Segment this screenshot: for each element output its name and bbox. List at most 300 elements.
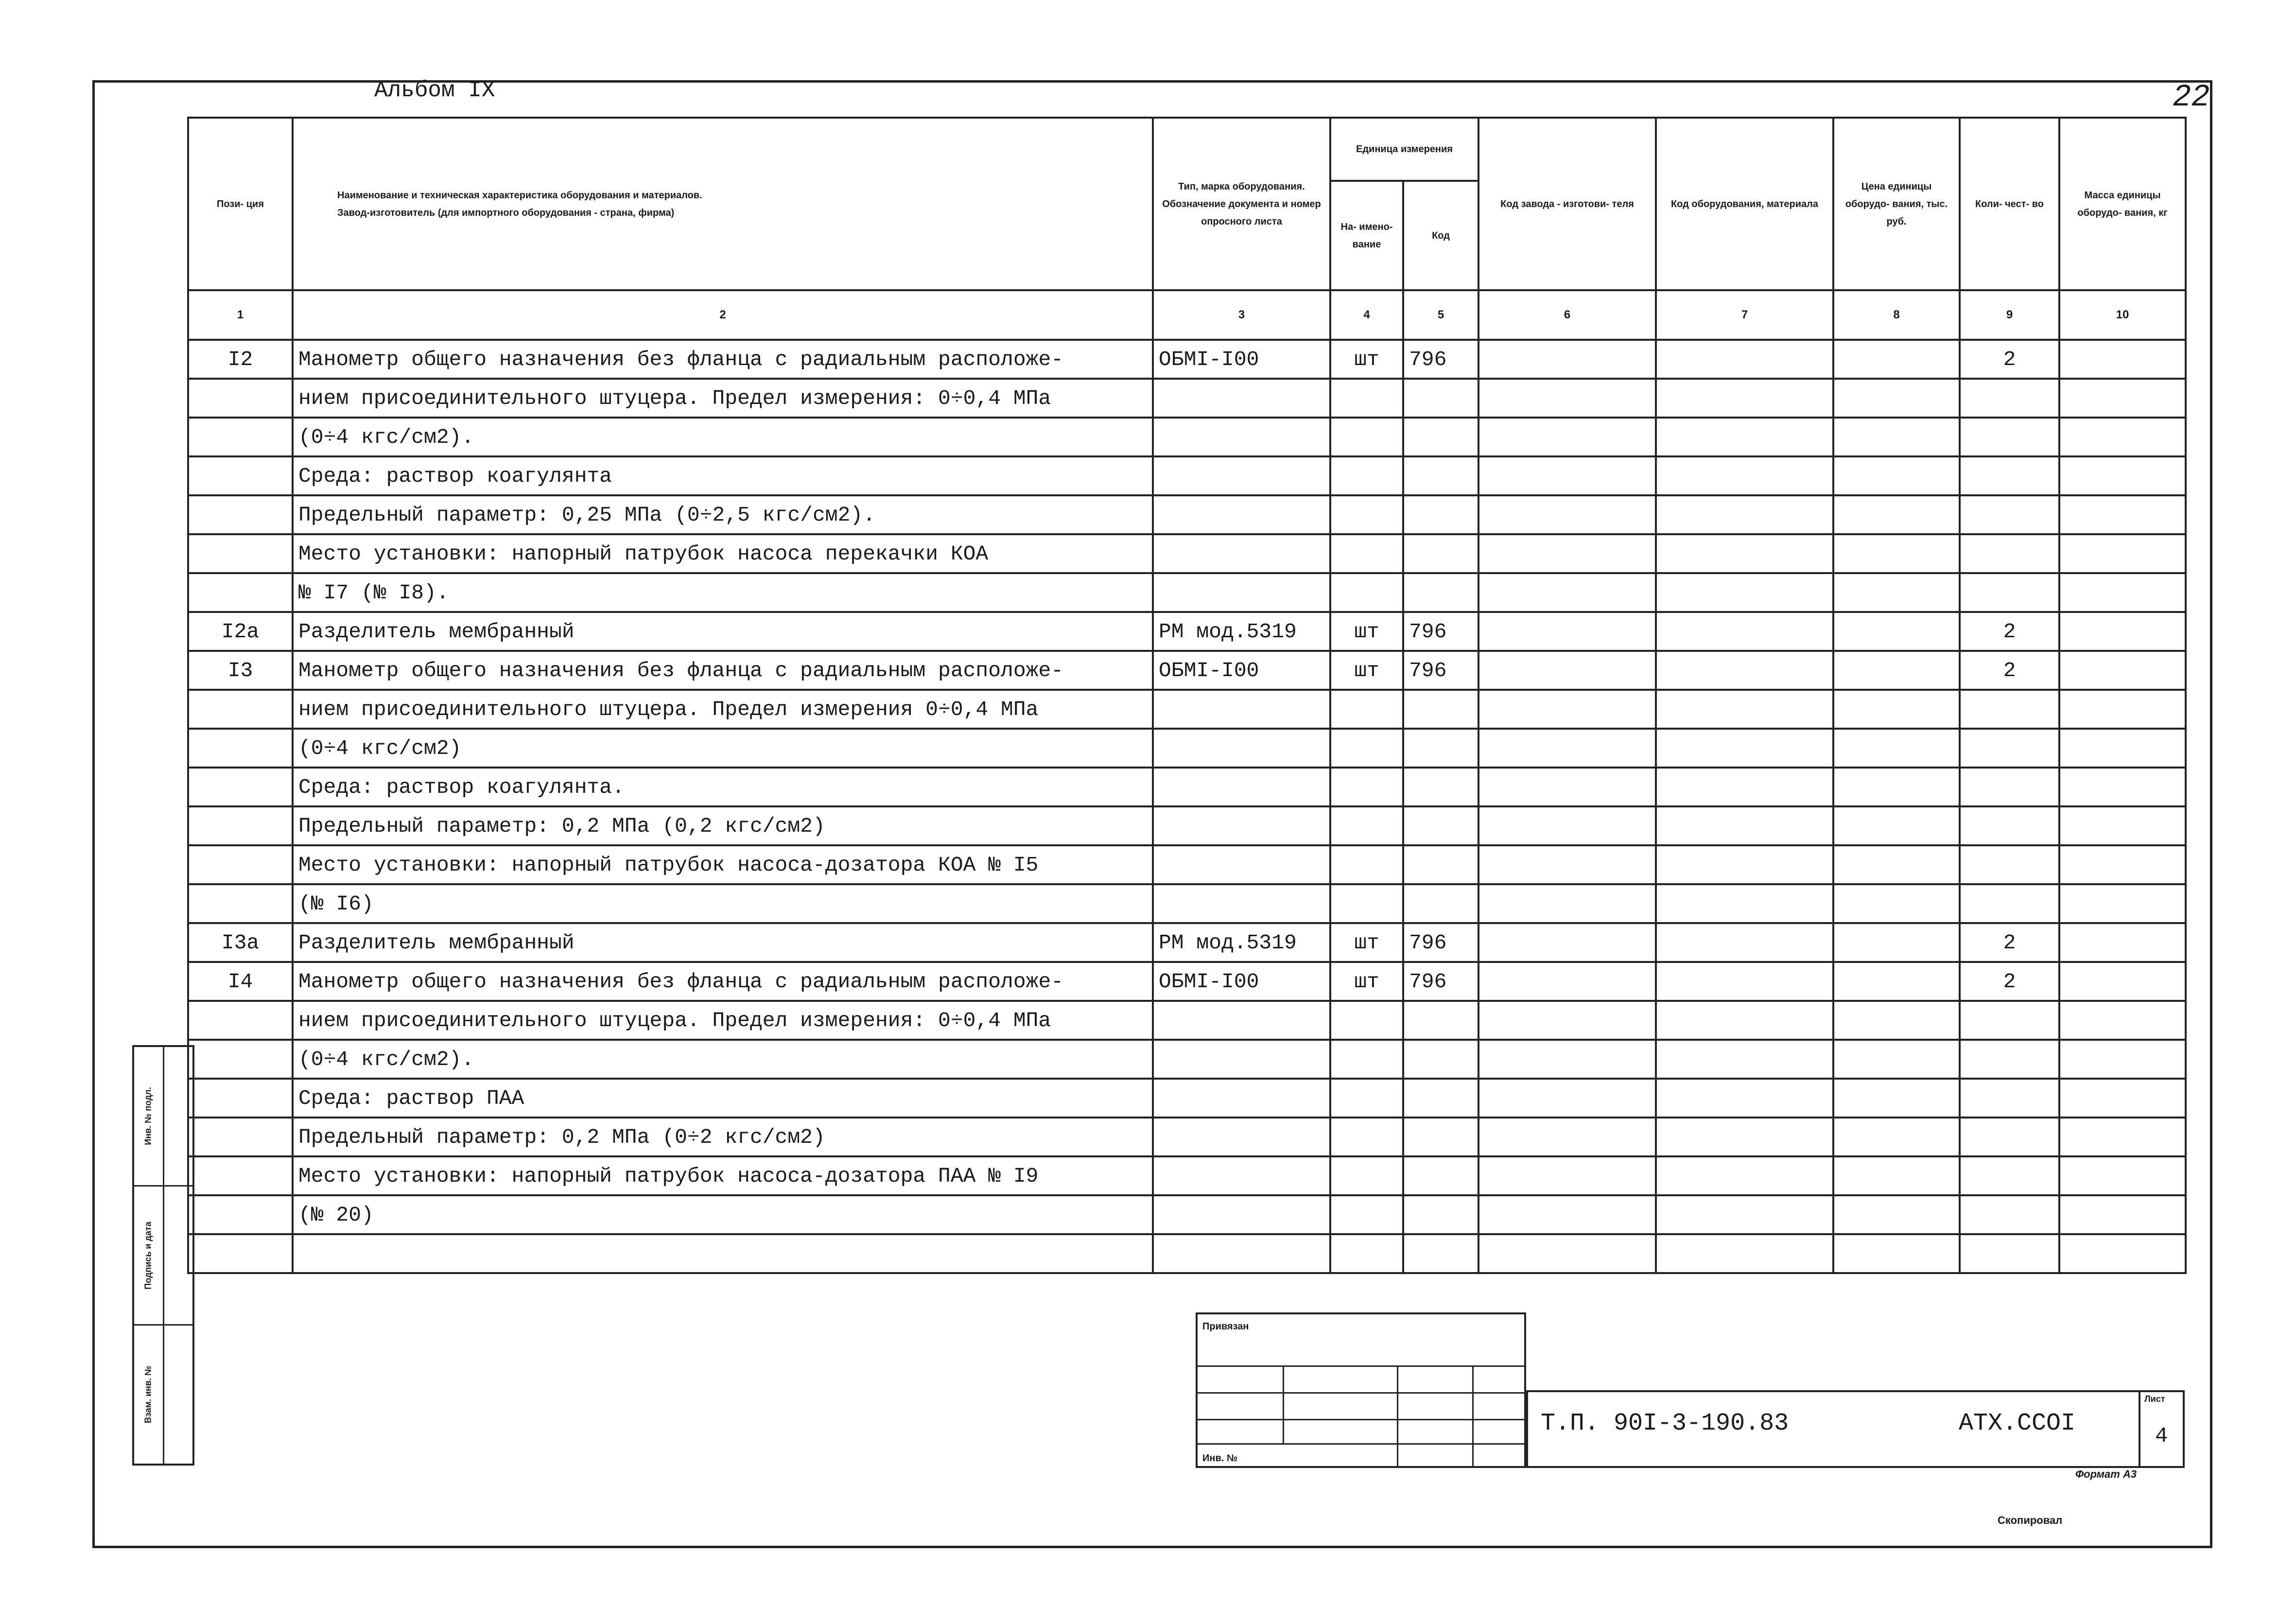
price-cell bbox=[1833, 1195, 1960, 1234]
header-unit-group: Единица измерения bbox=[1330, 118, 1478, 181]
position-cell: I3 bbox=[188, 651, 293, 690]
stamp-rule bbox=[1397, 1365, 1398, 1467]
quantity-cell bbox=[1960, 379, 2059, 418]
position-cell bbox=[188, 1118, 293, 1156]
side-label-sign-date: Подпись и дата bbox=[143, 1221, 153, 1290]
unit-code-cell: 796 bbox=[1403, 923, 1478, 962]
equipment-code-cell bbox=[1656, 806, 1833, 845]
stamp-bound-label: Привязан bbox=[1202, 1321, 1249, 1332]
position-cell bbox=[188, 379, 293, 418]
side-strip-column bbox=[164, 1047, 193, 1464]
table-row bbox=[188, 1118, 2186, 1156]
table-header bbox=[188, 118, 2186, 290]
description-cell: (0÷4 кгс/см2). bbox=[293, 1040, 1153, 1079]
equipment-code-cell bbox=[1656, 1040, 1833, 1079]
maker-code-cell bbox=[1478, 612, 1656, 651]
description-cell: Предельный параметр: 0,25 МПа (0÷2,5 кгс/см2). bbox=[293, 495, 1153, 534]
mass-cell bbox=[2059, 1234, 2186, 1273]
quantity-cell bbox=[1960, 456, 2059, 495]
price-cell bbox=[1833, 1079, 1960, 1118]
equipment-code-cell bbox=[1656, 340, 1833, 379]
quantity-cell bbox=[1960, 1156, 2059, 1195]
header-unit-name: На- имено- вание bbox=[1330, 181, 1403, 290]
unit-cell bbox=[1330, 1118, 1403, 1156]
maker-code-cell bbox=[1478, 651, 1656, 690]
price-cell bbox=[1833, 1118, 1960, 1156]
stamp-rule bbox=[1283, 1365, 1284, 1443]
quantity-cell bbox=[1960, 1118, 2059, 1156]
equipment-code-cell bbox=[1656, 495, 1833, 534]
table-row bbox=[188, 1001, 2186, 1040]
quantity-cell bbox=[1960, 573, 2059, 612]
description-cell: Разделитель мембранный bbox=[293, 923, 1153, 962]
position-cell bbox=[188, 1001, 293, 1040]
unit-code-cell bbox=[1403, 884, 1478, 923]
equipment-code-cell bbox=[1656, 1156, 1833, 1195]
mass-cell bbox=[2059, 1156, 2186, 1195]
table-row bbox=[188, 962, 2186, 1001]
stamp-rule bbox=[1198, 1419, 1524, 1420]
type-cell bbox=[1153, 845, 1330, 884]
type-cell bbox=[1153, 495, 1330, 534]
maker-code-cell bbox=[1478, 1195, 1656, 1234]
unit-code-cell bbox=[1403, 534, 1478, 573]
mass-cell bbox=[2059, 923, 2186, 962]
equipment-code-cell bbox=[1656, 573, 1833, 612]
quantity-cell: 2 bbox=[1960, 962, 2059, 1001]
position-cell bbox=[188, 418, 293, 456]
table-row bbox=[188, 884, 2186, 923]
unit-code-cell bbox=[1403, 456, 1478, 495]
type-cell: ОБМI-I00 bbox=[1153, 962, 1330, 1001]
maker-code-cell bbox=[1478, 1234, 1656, 1273]
type-cell bbox=[1153, 1234, 1330, 1273]
header-mass: Масса единицы оборудо- вания, кг bbox=[2059, 118, 2186, 290]
mass-cell bbox=[2059, 418, 2186, 456]
quantity-cell bbox=[1960, 495, 2059, 534]
price-cell bbox=[1833, 729, 1960, 768]
type-cell bbox=[1153, 729, 1330, 768]
equipment-code-cell bbox=[1656, 729, 1833, 768]
type-cell bbox=[1153, 456, 1330, 495]
column-number: 8 bbox=[1833, 290, 1960, 340]
equipment-code-cell bbox=[1656, 418, 1833, 456]
unit-cell: шт bbox=[1330, 962, 1403, 1001]
mass-cell bbox=[2059, 690, 2186, 729]
position-cell bbox=[188, 1195, 293, 1234]
unit-code-cell bbox=[1403, 1234, 1478, 1273]
description-cell: (0÷4 кгс/см2). bbox=[293, 418, 1153, 456]
description-cell: Место установки: напорный патрубок насоса-дозатора ПАА № I9 bbox=[293, 1156, 1153, 1195]
unit-cell bbox=[1330, 1195, 1403, 1234]
maker-code-cell bbox=[1478, 923, 1656, 962]
quantity-cell bbox=[1960, 418, 2059, 456]
description-cell: нием присоединительного штуцера. Предел измерения: 0÷0,4 МПа bbox=[293, 1001, 1153, 1040]
unit-code-cell bbox=[1403, 1040, 1478, 1079]
header-description-line1: Наименование и техническая характеристика оборудования и материалов. bbox=[337, 190, 702, 201]
description-cell: (0÷4 кгс/см2) bbox=[293, 729, 1153, 768]
header-position: Пози- ция bbox=[188, 118, 293, 290]
mass-cell bbox=[2059, 1195, 2186, 1234]
position-cell bbox=[188, 573, 293, 612]
position-cell: I4 bbox=[188, 962, 293, 1001]
maker-code-cell bbox=[1478, 379, 1656, 418]
mass-cell bbox=[2059, 534, 2186, 573]
quantity-cell bbox=[1960, 729, 2059, 768]
maker-code-cell bbox=[1478, 806, 1656, 845]
description-cell: Предельный параметр: 0,2 МПа (0÷2 кгс/см2) bbox=[293, 1118, 1153, 1156]
price-cell bbox=[1833, 418, 1960, 456]
unit-code-cell: 796 bbox=[1403, 962, 1478, 1001]
maker-code-cell bbox=[1478, 456, 1656, 495]
unit-cell bbox=[1330, 806, 1403, 845]
document-number: Т.П. 90I-3-190.83 bbox=[1541, 1410, 1789, 1437]
table-row bbox=[188, 923, 2186, 962]
column-number: 6 bbox=[1478, 290, 1656, 340]
table-row bbox=[188, 845, 2186, 884]
mass-cell bbox=[2059, 612, 2186, 651]
table-row bbox=[188, 534, 2186, 573]
column-number: 3 bbox=[1153, 290, 1330, 340]
equipment-code-cell bbox=[1656, 379, 1833, 418]
description-cell: нием присоединительного штуцера. Предел измерения: 0÷0,4 МПа bbox=[293, 379, 1153, 418]
maker-code-cell bbox=[1478, 1079, 1656, 1118]
equipment-code-cell bbox=[1656, 651, 1833, 690]
unit-cell bbox=[1330, 379, 1403, 418]
table-row bbox=[188, 1195, 2186, 1234]
position-cell bbox=[188, 768, 293, 806]
unit-code-cell: 796 bbox=[1403, 651, 1478, 690]
position-cell bbox=[188, 1156, 293, 1195]
unit-cell bbox=[1330, 690, 1403, 729]
description-cell: Манометр общего назначения без фланца с радиальным расположе- bbox=[293, 962, 1153, 1001]
unit-cell: шт bbox=[1330, 612, 1403, 651]
position-cell bbox=[188, 1040, 293, 1079]
maker-code-cell bbox=[1478, 1156, 1656, 1195]
description-cell: Разделитель мембранный bbox=[293, 612, 1153, 651]
quantity-cell: 2 bbox=[1960, 612, 2059, 651]
mass-cell bbox=[2059, 495, 2186, 534]
column-number: 7 bbox=[1656, 290, 1833, 340]
description-cell: Предельный параметр: 0,2 МПа (0,2 кгс/см2) bbox=[293, 806, 1153, 845]
quantity-cell bbox=[1960, 690, 2059, 729]
type-cell bbox=[1153, 418, 1330, 456]
unit-code-cell bbox=[1403, 690, 1478, 729]
type-cell bbox=[1153, 1001, 1330, 1040]
position-cell bbox=[188, 1079, 293, 1118]
unit-code-cell bbox=[1403, 1118, 1478, 1156]
position-cell bbox=[188, 456, 293, 495]
maker-code-cell bbox=[1478, 729, 1656, 768]
equipment-code-cell bbox=[1656, 456, 1833, 495]
quantity-cell bbox=[1960, 1195, 2059, 1234]
price-cell bbox=[1833, 845, 1960, 884]
type-cell bbox=[1153, 1156, 1330, 1195]
table-row bbox=[188, 612, 2186, 651]
unit-cell bbox=[1330, 573, 1403, 612]
maker-code-cell bbox=[1478, 962, 1656, 1001]
quantity-cell bbox=[1960, 1040, 2059, 1079]
description-cell: Манометр общего назначения без фланца с радиальным расположе- bbox=[293, 340, 1153, 379]
unit-code-cell bbox=[1403, 495, 1478, 534]
price-cell bbox=[1833, 806, 1960, 845]
type-cell bbox=[1153, 1079, 1330, 1118]
stamp-rule bbox=[1472, 1365, 1474, 1467]
type-cell bbox=[1153, 1118, 1330, 1156]
unit-code-cell bbox=[1403, 806, 1478, 845]
type-cell bbox=[1153, 534, 1330, 573]
mass-cell bbox=[2059, 573, 2186, 612]
description-cell: Среда: раствор коагулянта. bbox=[293, 768, 1153, 806]
type-cell bbox=[1153, 806, 1330, 845]
unit-code-cell: 796 bbox=[1403, 340, 1478, 379]
table-row bbox=[188, 1234, 2186, 1273]
type-cell bbox=[1153, 768, 1330, 806]
type-cell bbox=[1153, 379, 1330, 418]
position-cell bbox=[188, 806, 293, 845]
column-number: 4 bbox=[1330, 290, 1403, 340]
unit-code-cell bbox=[1403, 1079, 1478, 1118]
price-cell bbox=[1833, 1234, 1960, 1273]
type-cell: РМ мод.5319 bbox=[1153, 923, 1330, 962]
maker-code-cell bbox=[1478, 573, 1656, 612]
unit-code-cell bbox=[1403, 729, 1478, 768]
maker-code-cell bbox=[1478, 768, 1656, 806]
unit-cell bbox=[1330, 729, 1403, 768]
column-number: 1 bbox=[188, 290, 293, 340]
mass-cell bbox=[2059, 806, 2186, 845]
position-cell bbox=[188, 729, 293, 768]
quantity-cell bbox=[1960, 534, 2059, 573]
equipment-code-cell bbox=[1656, 1195, 1833, 1234]
table-row bbox=[188, 1040, 2186, 1079]
mass-cell bbox=[2059, 379, 2186, 418]
unit-cell bbox=[1330, 845, 1403, 884]
equipment-code-cell bbox=[1656, 690, 1833, 729]
stamp-rule bbox=[1198, 1443, 1524, 1445]
format-note: Формат А3 bbox=[2075, 1468, 2137, 1480]
unit-code-cell: 796 bbox=[1403, 612, 1478, 651]
equipment-code-cell bbox=[1656, 1234, 1833, 1273]
sheet-number: 4 bbox=[2155, 1424, 2168, 1449]
price-cell bbox=[1833, 923, 1960, 962]
price-cell bbox=[1833, 379, 1960, 418]
album-label: Альбом IX bbox=[374, 78, 495, 103]
equipment-code-cell bbox=[1656, 534, 1833, 573]
mass-cell bbox=[2059, 1040, 2186, 1079]
position-cell: I3а bbox=[188, 923, 293, 962]
position-cell bbox=[188, 534, 293, 573]
mass-cell bbox=[2059, 729, 2186, 768]
column-number: 5 bbox=[1403, 290, 1478, 340]
price-cell bbox=[1833, 1156, 1960, 1195]
price-cell bbox=[1833, 690, 1960, 729]
description-cell: Место установки: напорный патрубок насоса перекачки КОА bbox=[293, 534, 1153, 573]
unit-cell bbox=[1330, 1079, 1403, 1118]
type-cell: ОБМI-I00 bbox=[1153, 651, 1330, 690]
description-cell: (№ I6) bbox=[293, 884, 1153, 923]
column-number-row bbox=[188, 290, 2186, 340]
unit-cell: шт bbox=[1330, 923, 1403, 962]
description-cell: Место установки: напорный патрубок насоса-дозатора КОА № I5 bbox=[293, 845, 1153, 884]
type-cell bbox=[1153, 573, 1330, 612]
unit-cell: шт bbox=[1330, 651, 1403, 690]
side-cell-inv-orig bbox=[134, 1047, 163, 1187]
stamp-inventory-label: Инв. № bbox=[1202, 1453, 1238, 1464]
header-maker-code: Код завода - изготови- теля bbox=[1478, 118, 1656, 290]
unit-cell bbox=[1330, 456, 1403, 495]
side-cell-blank bbox=[164, 1047, 193, 1187]
position-cell bbox=[188, 495, 293, 534]
maker-code-cell bbox=[1478, 495, 1656, 534]
mass-cell bbox=[2059, 1079, 2186, 1118]
position-cell bbox=[188, 845, 293, 884]
equipment-code-cell bbox=[1656, 1079, 1833, 1118]
quantity-cell bbox=[1960, 1079, 2059, 1118]
side-stamp-strip bbox=[132, 1045, 194, 1466]
sheet-label: Лист bbox=[2144, 1394, 2165, 1404]
unit-cell bbox=[1330, 1156, 1403, 1195]
price-cell bbox=[1833, 651, 1960, 690]
header-unit-code: Код bbox=[1403, 181, 1478, 290]
equipment-code-cell bbox=[1656, 1001, 1833, 1040]
table-row bbox=[188, 340, 2186, 379]
quantity-cell bbox=[1960, 1234, 2059, 1273]
quantity-cell: 2 bbox=[1960, 340, 2059, 379]
equipment-code-cell bbox=[1656, 1118, 1833, 1156]
binding-stamp bbox=[1196, 1312, 1526, 1468]
unit-code-cell bbox=[1403, 418, 1478, 456]
position-cell: I2а bbox=[188, 612, 293, 651]
unit-cell bbox=[1330, 884, 1403, 923]
maker-code-cell bbox=[1478, 845, 1656, 884]
equipment-code-cell bbox=[1656, 923, 1833, 962]
position-cell: I2 bbox=[188, 340, 293, 379]
sheet-box bbox=[2139, 1390, 2185, 1468]
price-cell bbox=[1833, 768, 1960, 806]
table-row bbox=[188, 651, 2186, 690]
equipment-code-cell bbox=[1656, 884, 1833, 923]
description-cell bbox=[293, 1234, 1153, 1273]
equipment-code-cell bbox=[1656, 768, 1833, 806]
description-cell: нием присоединительного штуцера. Предел измерения 0÷0,4 МПа bbox=[293, 690, 1153, 729]
unit-cell bbox=[1330, 1040, 1403, 1079]
side-label-inv-orig: Инв. № подл. bbox=[143, 1087, 153, 1145]
unit-cell bbox=[1330, 418, 1403, 456]
table-row bbox=[188, 495, 2186, 534]
stamp-rule bbox=[1198, 1392, 1524, 1394]
table-row bbox=[188, 1156, 2186, 1195]
unit-code-cell bbox=[1403, 1156, 1478, 1195]
document-code: АТХ.ССОI bbox=[1959, 1410, 2076, 1437]
mass-cell bbox=[2059, 962, 2186, 1001]
price-cell bbox=[1833, 612, 1960, 651]
quantity-cell bbox=[1960, 884, 2059, 923]
mass-cell bbox=[2059, 651, 2186, 690]
position-cell bbox=[188, 884, 293, 923]
side-cell-inv-repl bbox=[134, 1326, 163, 1464]
header-equipment-code: Код оборудования, материала bbox=[1656, 118, 1833, 290]
unit-cell bbox=[1330, 534, 1403, 573]
unit-cell bbox=[1330, 495, 1403, 534]
column-number: 9 bbox=[1960, 290, 2059, 340]
equipment-code-cell bbox=[1656, 962, 1833, 1001]
table-row bbox=[188, 690, 2186, 729]
price-cell bbox=[1833, 340, 1960, 379]
price-cell bbox=[1833, 573, 1960, 612]
position-cell bbox=[188, 1234, 293, 1273]
header-description-line2: Завод-изготовитель (для импортного оборудования - страна, фирма) bbox=[337, 207, 675, 218]
quantity-cell bbox=[1960, 806, 2059, 845]
price-cell bbox=[1833, 534, 1960, 573]
table-row bbox=[188, 456, 2186, 495]
mass-cell bbox=[2059, 1118, 2186, 1156]
column-number: 2 bbox=[293, 290, 1153, 340]
type-cell: РМ мод.5319 bbox=[1153, 612, 1330, 651]
maker-code-cell bbox=[1478, 1001, 1656, 1040]
table-row bbox=[188, 1079, 2186, 1118]
side-cell-blank bbox=[164, 1326, 193, 1464]
side-label-inv-repl: Взам. инв. № bbox=[143, 1366, 153, 1424]
header-description bbox=[293, 118, 1153, 290]
side-strip-column bbox=[134, 1047, 164, 1464]
unit-cell bbox=[1330, 1234, 1403, 1273]
unit-code-cell bbox=[1403, 768, 1478, 806]
header-quantity: Коли- чест- во bbox=[1960, 118, 2059, 290]
type-cell: ОБМI-I00 bbox=[1153, 340, 1330, 379]
maker-code-cell bbox=[1478, 1040, 1656, 1079]
maker-code-cell bbox=[1478, 690, 1656, 729]
mass-cell bbox=[2059, 768, 2186, 806]
mass-cell bbox=[2059, 1001, 2186, 1040]
header-type: Тип, марка оборудования. Обозначение документа и номер опросного листа bbox=[1153, 118, 1330, 290]
header-price: Цена единицы оборудо- вания, тыс. руб. bbox=[1833, 118, 1960, 290]
side-cell-blank bbox=[164, 1187, 193, 1326]
copied-note: Скопировал bbox=[1998, 1514, 2063, 1526]
table-body bbox=[188, 290, 2186, 1273]
table-row bbox=[188, 418, 2186, 456]
description-cell: Манометр общего назначения без фланца с радиальным расположе- bbox=[293, 651, 1153, 690]
unit-code-cell bbox=[1403, 379, 1478, 418]
side-cell-sign-date bbox=[134, 1187, 163, 1326]
price-cell bbox=[1833, 456, 1960, 495]
position-cell bbox=[188, 690, 293, 729]
price-cell bbox=[1833, 495, 1960, 534]
type-cell bbox=[1153, 690, 1330, 729]
unit-cell: шт bbox=[1330, 340, 1403, 379]
equipment-code-cell bbox=[1656, 845, 1833, 884]
maker-code-cell bbox=[1478, 340, 1656, 379]
description-cell: Среда: раствор коагулянта bbox=[293, 456, 1153, 495]
maker-code-cell bbox=[1478, 418, 1656, 456]
description-cell: № I7 (№ I8). bbox=[293, 573, 1153, 612]
mass-cell bbox=[2059, 456, 2186, 495]
table-row bbox=[188, 729, 2186, 768]
type-cell bbox=[1153, 884, 1330, 923]
type-cell bbox=[1153, 1040, 1330, 1079]
stamp-rule bbox=[1198, 1365, 1524, 1367]
equipment-code-cell bbox=[1656, 612, 1833, 651]
maker-code-cell bbox=[1478, 534, 1656, 573]
quantity-cell bbox=[1960, 768, 2059, 806]
quantity-cell bbox=[1960, 845, 2059, 884]
unit-code-cell bbox=[1403, 1001, 1478, 1040]
price-cell bbox=[1833, 884, 1960, 923]
corner-sheet-number: 22 bbox=[2173, 80, 2210, 115]
quantity-cell: 2 bbox=[1960, 923, 2059, 962]
unit-code-cell bbox=[1403, 573, 1478, 612]
mass-cell bbox=[2059, 845, 2186, 884]
